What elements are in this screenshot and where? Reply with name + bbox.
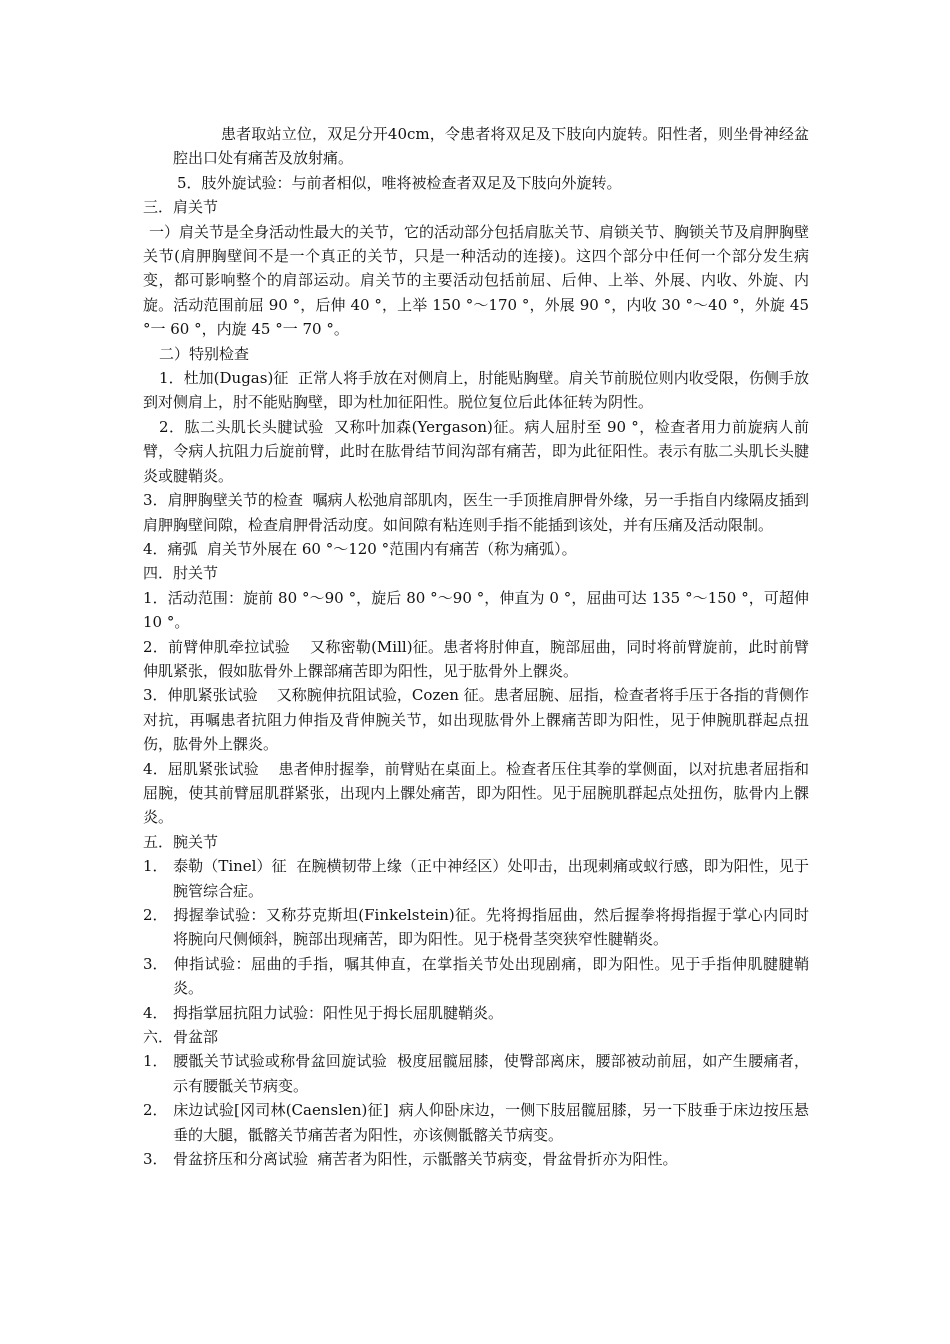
paragraph: 2．前臂伸肌牵拉试验 又称密勒(Mill)征。患者将肘伸直，腕部屈曲，同时将前臂旋前，此时前臂伸肌紧张，假如肱骨外上髁部痛苦即为阳性，见于肱骨外上髁炎。: [143, 637, 809, 680]
numbered-item: [143, 1147, 809, 1171]
numbered-item: [143, 1001, 809, 1025]
item-number: 3．: [143, 954, 168, 973]
item-text: 拇握拳试验：又称芬克斯坦(Finkelstein)征。先将拇指屈曲，然后握拳将拇指握于掌心内同时将腕向尺侧倾斜，腕部出现痛苦，即为阳性。见于桡骨茎突狭窄性腱鞘炎。: [173, 906, 809, 949]
item-number: 2．: [143, 1101, 168, 1120]
item-number: 2．: [143, 906, 168, 924]
paragraph: 3．肩胛胸壁关节的检查 嘱病人松弛肩部肌肉，医生一手顶推肩胛骨外缘，另一手指自内缘隔皮插到肩胛胸壁间隙，检查肩胛骨活动度。如间隙有粘连则手指不能插到该处，并有压痛及活动限制。: [143, 491, 809, 534]
item-text: 床边试验[冈司林(Caenslen)征] 病人仰卧床边，一侧下肢屈髋屈膝，另一下肢垂于床边按压悬垂的大腿，骶髂关节痛苦者为阳性，亦该侧骶髂关节病变。: [173, 1101, 809, 1144]
item-text: 骨盆挤压和分离试验 痛苦者为阳性，示骶髂关节病变，骨盆骨折亦为阳性。: [173, 1150, 678, 1169]
item-text: 拇指掌屈抗阻力试验：阳性见于拇长屈肌腱鞘炎。: [173, 1003, 504, 1022]
paragraph-continuation: 患者取站立位，双足分开40cm，令患者将双足及下肢向内旋转。阳性者，则坐骨神经盆腔出口处有痛苦及放射痛。: [173, 125, 809, 168]
paragraph: 5．肢外旋试验：与前者相似，唯将被检查者双足及下肢向外旋转。: [177, 173, 622, 192]
item-text: 腰骶关节试验或称骨盆回旋试验 极度屈髋屈膝，使臀部离床，腰部被动前屈，如产生腰痛者，示有腰骶关节病变。: [173, 1052, 809, 1095]
document-body: [143, 122, 814, 1171]
paragraph: 1．杜加(Dugas)征 正常人将手放在对侧肩上，肘能贴胸壁。肩关节前脱位则内收受限，伤侧手放到对侧肩上，肘不能贴胸壁，即为杜加征阳性。脱位复位后此体征转为阴性。: [143, 369, 809, 412]
numbered-item: [143, 952, 809, 1001]
numbered-item: [143, 1049, 809, 1098]
section-heading: 六．骨盆部: [143, 1028, 219, 1047]
paragraph: 3．伸肌紧张试验 又称腕伸抗阻试验，Cozen 征。患者屈腕、屈指，检查者将手压于各指的背侧作对抗，再嘱患者抗阻力伸指及背伸腕关节，如出现肱骨外上髁痛苦即为阳性，见于伸腕肌群起点扭伤，肱骨外上髁炎。: [143, 686, 809, 754]
section-heading: 二）特别检查: [159, 344, 250, 363]
numbered-item: [143, 854, 809, 903]
numbered-item: [143, 903, 809, 952]
section-heading: 三．肩关节: [143, 198, 219, 217]
paragraph: 1．活动范围：旋前 80 °～90 °，旋后 80 °～90 °，伸直为 0 °，屈曲可达 135 °～150 °，可超伸 10 °。: [143, 588, 814, 632]
section-heading: 四．肘关节: [143, 564, 219, 583]
numbered-item: [143, 1098, 809, 1147]
section-heading: 五．腕关节: [143, 832, 219, 851]
paragraph: 一）肩关节是全身活动性最大的关节，它的活动部分包括肩肱关节、肩锁关节、胸锁关节及肩胛胸壁关节(肩胛胸壁间不是一个真正的关节，只是一种活动的连接)。这四个部分中任何一个部分发生病变，都可影响整个的肩部运动。肩关节的主要活动包括前屈、后伸、上举、外展、内收、外旋、内旋。活动范围前屈 90 °，后伸 40 °，上举 150 °～170 °，外展 90 °，内收 30 °～40 °，外旋 45 °一 60 °，内旋 45 °一 70 °。: [143, 222, 814, 339]
paragraph: 4．痛弧 肩关节外展在 60 °～120 °范围内有痛苦（称为痛弧）。: [143, 539, 577, 558]
item-text: 泰勒（Tinel）征 在腕横韧带上缘（正中神经区）处叩击，出现刺痛或蚁行感，即为阳性，见于腕管综合症。: [173, 857, 809, 900]
item-number: 1．: [143, 1052, 168, 1071]
item-number: 4．: [143, 1003, 168, 1022]
paragraph: 2．肱二头肌长头腱试验 又称叶加森(Yergason)征。病人屈肘至 90 °，检查者用力前旋病人前臂，令病人抗阻力后旋前臂，此时在肱骨结节间沟部有痛苦，即为此征阳性。表示有肱二头肌长头腱炎或腱鞘炎。: [143, 417, 809, 485]
item-number: 1．: [143, 857, 168, 876]
paragraph: 4．屈肌紧张试验 患者伸肘握拳，前臂贴在桌面上。检查者压住其拳的掌侧面，以对抗患者屈指和屈腕，使其前臂屈肌群紧张，出现内上髁处痛苦，即为阳性。见于屈腕肌群起点处扭伤，肱骨内上髁炎。: [143, 759, 809, 827]
item-text: 伸指试验：屈曲的手指，嘱其伸直，在掌指关节处出现剧痛，即为阳性。见于手指伸肌腱腱鞘炎。: [173, 954, 809, 998]
item-number: 3．: [143, 1150, 168, 1169]
